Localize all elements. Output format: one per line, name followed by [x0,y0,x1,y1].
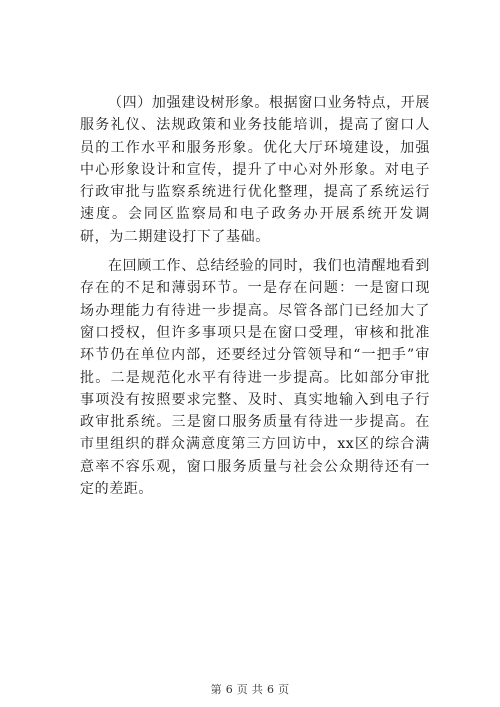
paragraph-strengthen-image: （四）加强建设树形象。根据窗口业务特点，开展服务礼仪、法规政策和业务技能培训，提高了窗口人员的工作水平和服务形象。优化大厅环境建设，加强中心形象设计和宣传，提升了中心对外形象。对电子行政审批与监察系统进行优化整理，提高了系统运行速度。会同区监察局和电子政务办开展系统开发调研，为二期建设打下了基础。 [80,95,430,245]
page-number-label: 第 6 页 共 6 页 [210,683,290,696]
page-footer [0,681,500,697]
paragraph-problems-review: 在回顾工作、总结经验的同时，我们也清醒地看到存在的不足和薄弱环节。一是存在问题：一是窗口现场办理能力有待进一步提高。尽管各部门已经加大了窗口授权，但许多事项只是在窗口受理，审核和批准环节仍在单位内部，还要经过分管领导和“一把手”审批。二是规范化水平有待进一步提高。比如部分审批事项没有按照要求完整、及时、真实地输入到电子行政审批系统。三是窗口服务质量有待进一步提高。在市里组织的群众满意度第三方回访中，xx区的综合满意率不容乐观，窗口服务质量与社会公众期待还有一定的差距。 [80,258,430,498]
document-body [80,92,430,507]
